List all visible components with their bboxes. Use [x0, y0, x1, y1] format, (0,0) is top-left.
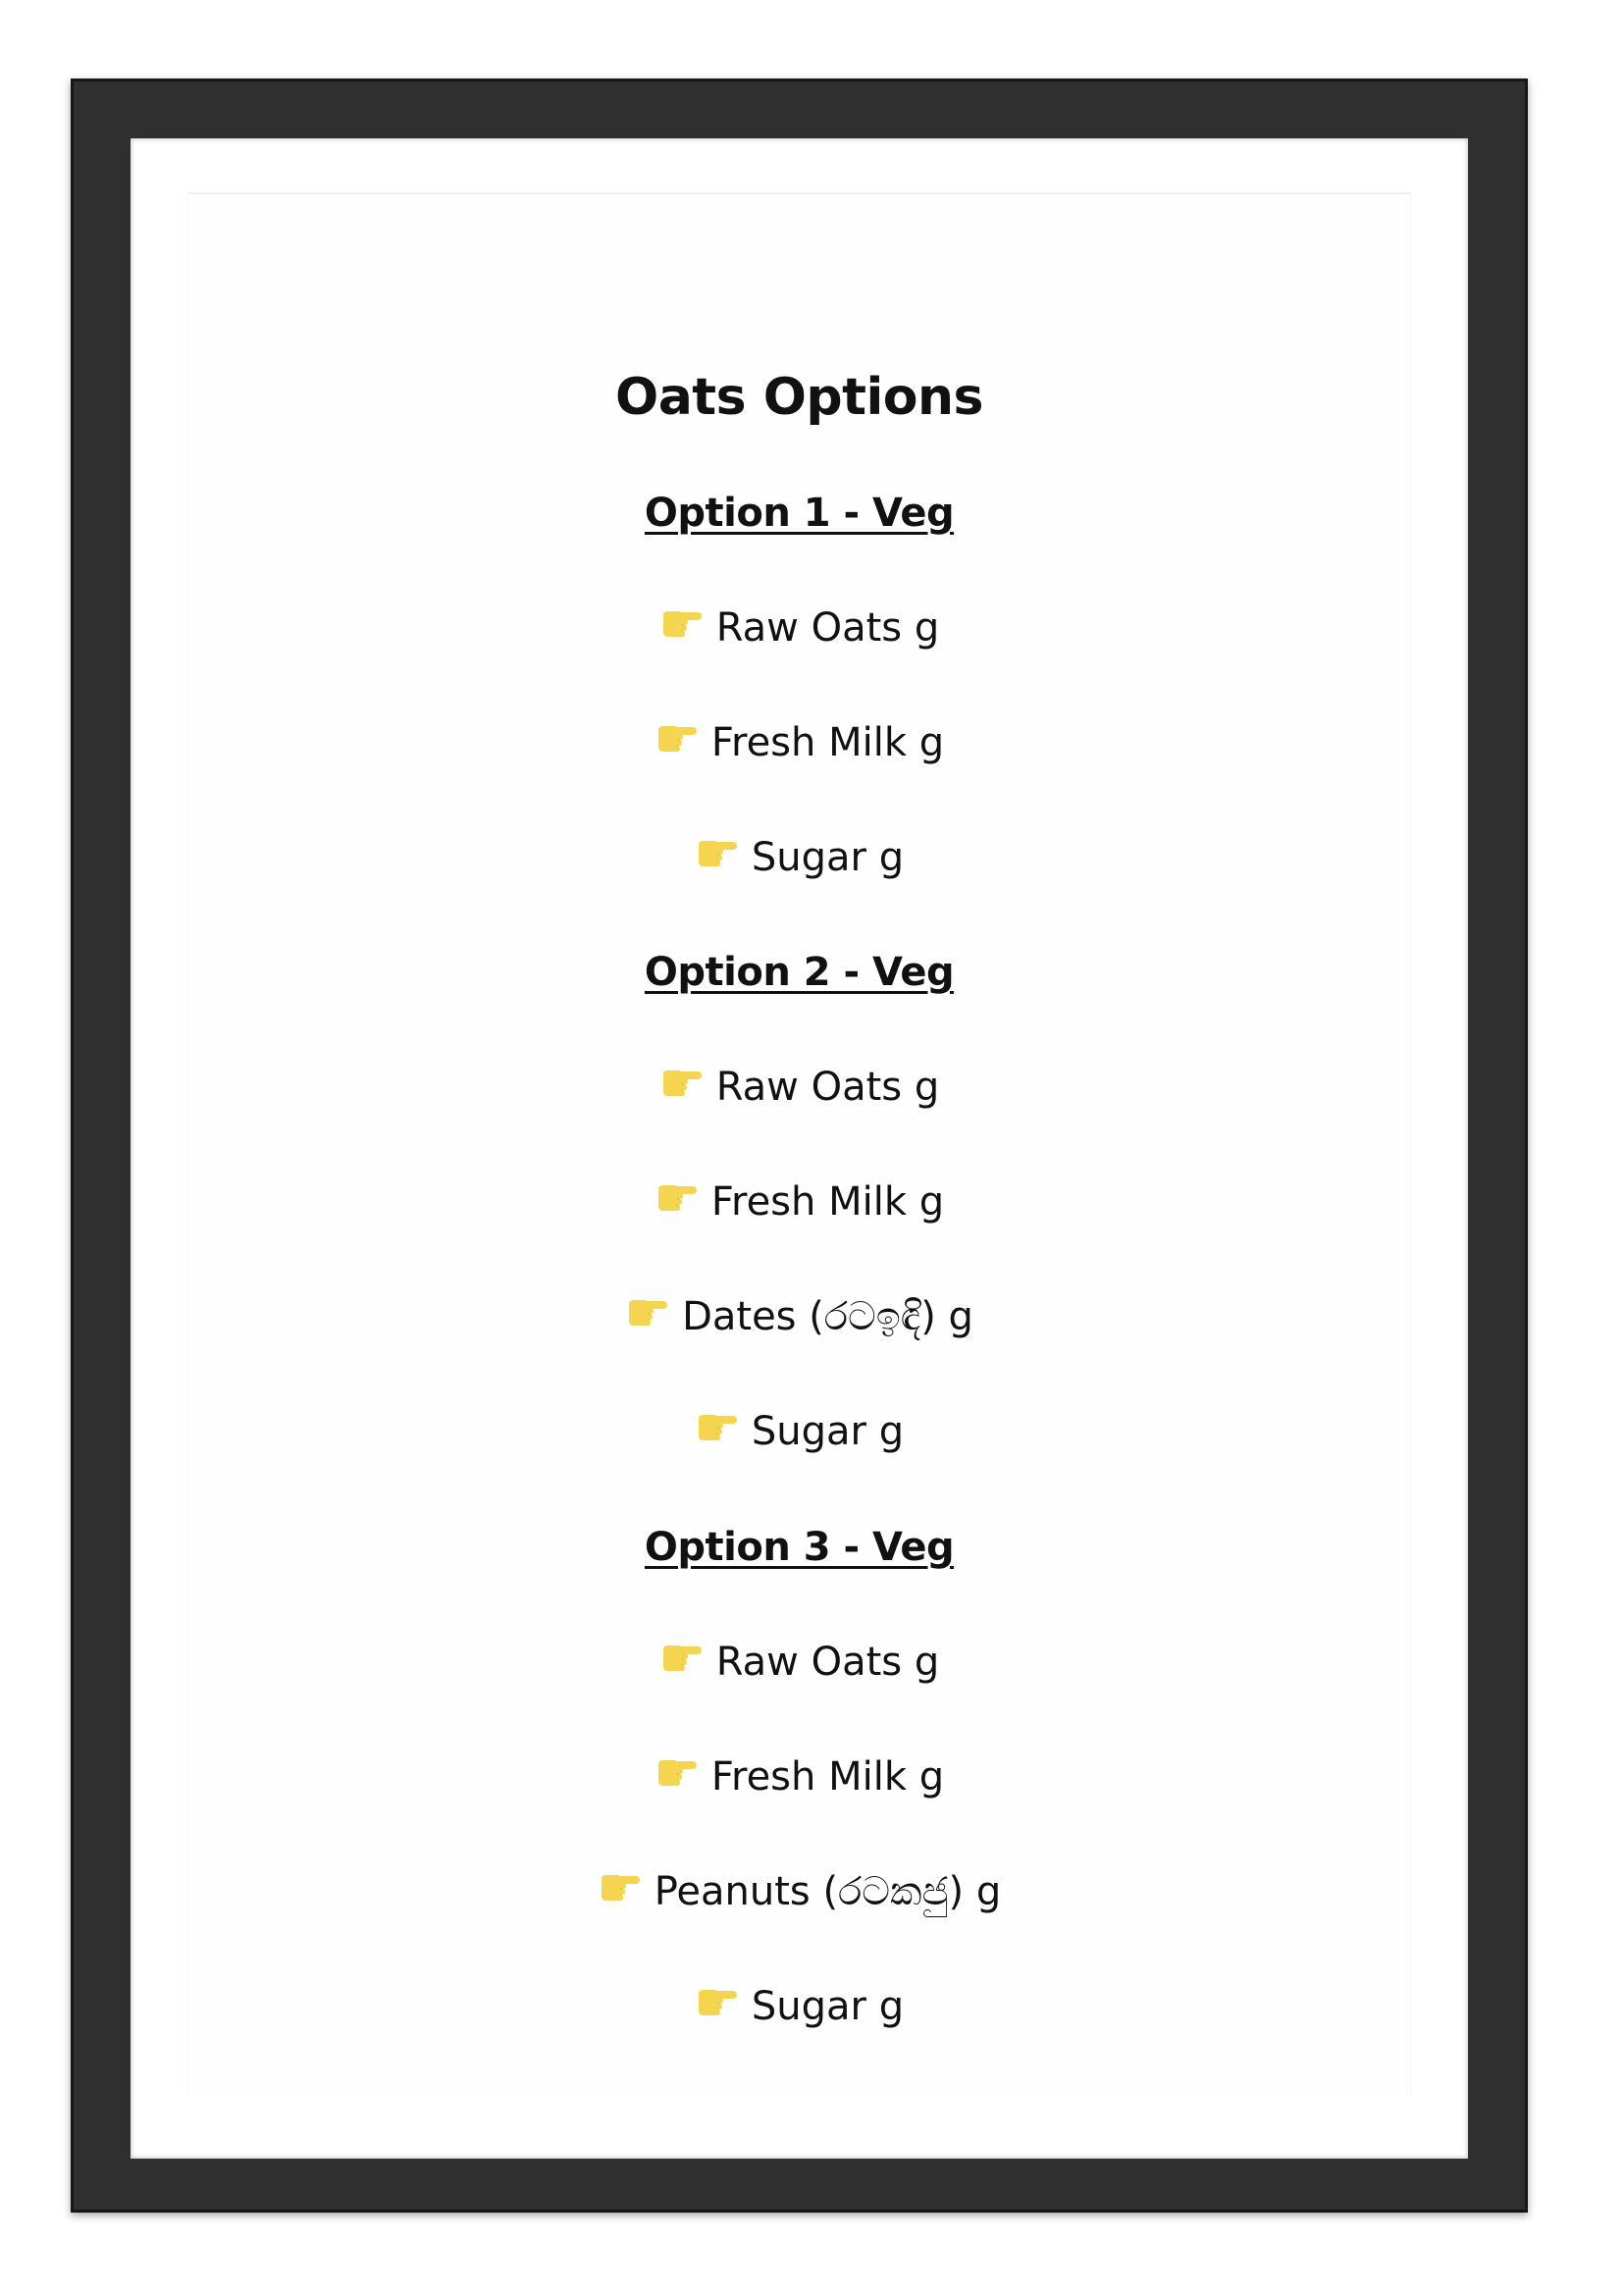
list-item: Fresh Milk g	[188, 1177, 1410, 1226]
pointing-hand-icon	[655, 1181, 698, 1215]
list-item: Sugar g	[188, 1982, 1410, 2031]
list-item: Dates (රටඉඳි) g	[188, 1292, 1410, 1341]
pointing-hand-icon	[659, 1642, 703, 1675]
pointing-hand-icon	[695, 1986, 738, 2019]
list-item: Peanuts (රටකජු) g	[188, 1867, 1410, 1916]
list-item: Fresh Milk g	[188, 1752, 1410, 1801]
pointing-hand-icon	[695, 1411, 738, 1444]
section-heading-option-1: Option 1 - Veg	[644, 491, 955, 536]
list-item: Raw Oats g	[188, 1638, 1410, 1687]
list-item: Sugar g	[188, 833, 1410, 882]
picture-frame	[71, 78, 1528, 2213]
pointing-hand-icon	[655, 722, 698, 756]
pointing-hand-icon	[659, 607, 703, 641]
section-heading-option-3: Option 3 - Veg	[644, 1525, 955, 1570]
pointing-hand-icon	[625, 1296, 668, 1330]
list-item: Sugar g	[188, 1407, 1410, 1456]
pointing-hand-icon	[695, 837, 738, 870]
list-item: Fresh Milk g	[188, 718, 1410, 767]
pointing-hand-icon	[659, 1067, 703, 1100]
list-item: Raw Oats g	[188, 603, 1410, 652]
list-item: Raw Oats g	[188, 1063, 1410, 1112]
section-heading-option-2: Option 2 - Veg	[644, 950, 955, 995]
frame-mat	[131, 138, 1468, 2159]
pointing-hand-icon	[655, 1756, 698, 1790]
page-title: Oats Options	[614, 368, 983, 427]
document-page	[187, 192, 1411, 2095]
pointing-hand-icon	[598, 1871, 641, 1905]
